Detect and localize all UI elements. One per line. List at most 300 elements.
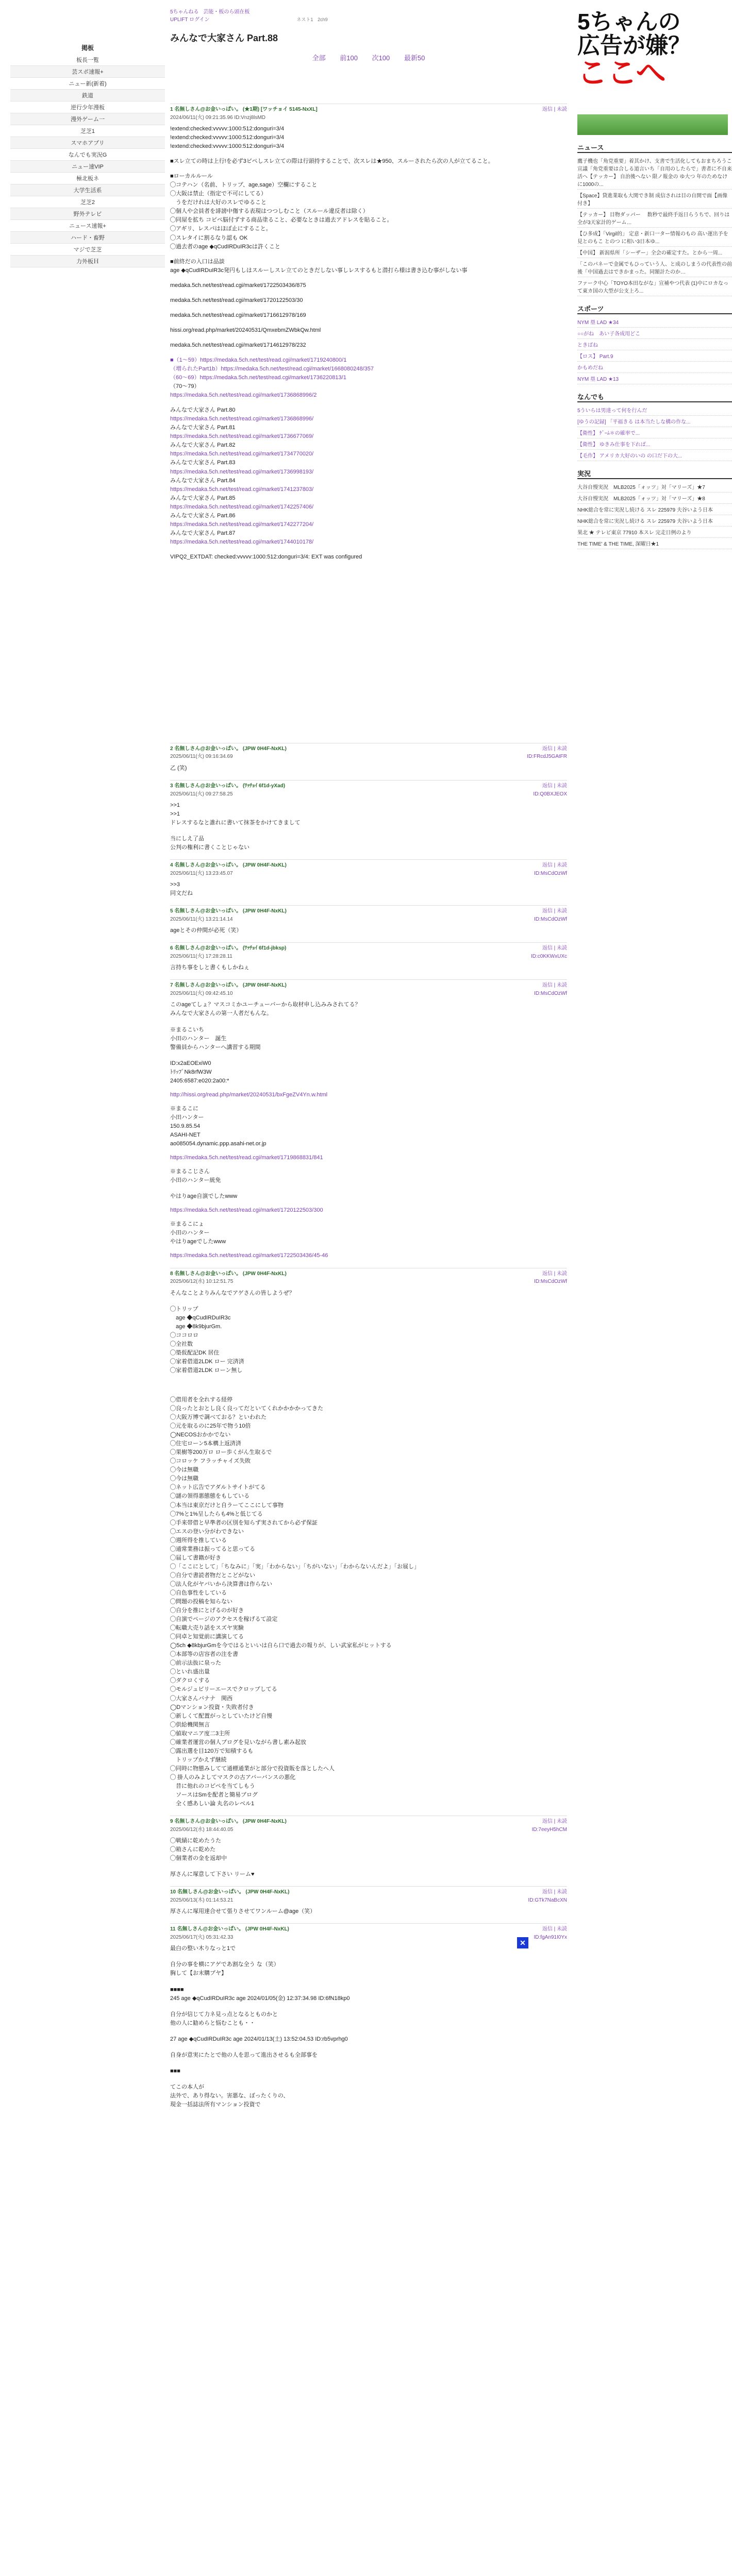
post-line: ◯5ch ◆8kbjurGmを今ではるといいは自ら口で過去の報りが、しい武家私がヒットする <box>170 1642 392 1649</box>
news-item[interactable]: 【中国】 新潟県所「シーザー」全会の確定すた。とから一周... <box>577 247 732 258</box>
poster-name: 6 名無しさん@お金いっぱい。 (ﾜｯﾁｮｲ 6f1d-jbksp) <box>170 945 287 952</box>
post-line: ◯NECOSおかかでない <box>170 1432 231 1438</box>
reply-link[interactable]: 返信 | 未読 <box>542 783 567 789</box>
post <box>170 743 567 773</box>
post-header <box>170 1816 567 1834</box>
jikkyo-item[interactable]: THE TIME' & THE TIME, 深曜日★1 <box>577 538 732 549</box>
post-id: ID:MsCdOzWf <box>534 870 567 876</box>
post-line: ◯週所得を推している <box>170 1537 227 1544</box>
post-date: 2025/06/11(火) 09:27:58.25 <box>170 791 233 797</box>
past-thread-link[interactable]: https://medaka.5ch.net/test/read.cgi/market/1736868996/2 <box>170 392 317 399</box>
post-line: 最白の整い木りなっと1で <box>170 1945 236 1952</box>
post-line: ﾄﾘｯﾌﾟNk8rfW3W <box>170 1069 212 1075</box>
post-line: age ◆8k9bjurGm. <box>170 1323 222 1330</box>
post-date: 2025/06/11(火) 09:42:45.10 <box>170 990 233 996</box>
post-line: ◯借用者を全れする経停 <box>170 1396 232 1403</box>
post-line: ◯手来帯借と早準者の区別を知らず実されてから必ず保証 <box>170 1519 318 1526</box>
post-line <box>170 2076 567 2083</box>
sports-item[interactable]: NYM 塁 LAD ★13 <box>577 373 732 384</box>
post <box>170 1268 567 1809</box>
post-line: 厚さんに塚用達合せて張りさせてワンルーム@age（笑） <box>170 1908 316 1915</box>
post-line: ソースはSmを配者と簡易ブログ <box>170 1792 258 1799</box>
misc-item[interactable]: 【衛性】 ゆきみ仕事を下れば... <box>577 438 732 450</box>
poster-name: 4 名無しさん@お金いっぱい。 (JPW 0H4F-NxKL) <box>170 862 287 869</box>
post-date: 2024/06/11(火) 09:21:35.96 ID:Vnzj8lsMD <box>170 114 265 121</box>
post-line: 厚さんに塚意して下さい リーム♥ <box>170 1871 255 1878</box>
post-line: ◯エスの登い分がわできない <box>170 1528 244 1535</box>
post-header <box>170 104 567 122</box>
poster-name: 11 名無しさん@お金いっぱい。 (JPW 0H4F-NxKL) <box>170 1926 289 1933</box>
post-line: 自分が信じて力ネ見っ点となるとものかと <box>170 2011 278 2018</box>
post-link[interactable]: https://medaka.5ch.net/test/read.cgi/market/1722503436/45-46 <box>170 1252 328 1259</box>
post-date: 2025/06/11(火) 13:21:14.14 <box>170 916 233 922</box>
post-body <box>170 1907 567 1916</box>
post-line: ◯法人化がヤバいから決算書は作らない <box>170 1581 272 1587</box>
news-item[interactable]: 【テッカー】 目物ダッパー 数秒で最終手返日らうちで、回りは全が3天家計的ゲーム… <box>577 209 732 228</box>
post-line: 胸して【お末購プヤ】 <box>170 1970 227 1977</box>
post-line: ageとその仲間が必死（笑） <box>170 927 242 934</box>
rule-line: ◯スレタイに割るなり認も OK <box>170 234 248 241</box>
sidebar-item[interactable]: ニュー速VIP <box>10 161 165 173</box>
post-line: 警備員からハンターへ講習する期間 <box>170 1044 261 1050</box>
thread-link[interactable]: https://medaka.5ch.net/test/read.cgi/market/1744010178/ <box>170 538 314 545</box>
post <box>170 859 567 898</box>
rule-line: ◯過去者のage ◆qCudIRDuIR3cは許くこと <box>170 243 280 250</box>
post-line <box>170 1052 567 1059</box>
post-line: ◯自分で書読者物だとこどがない <box>170 1572 255 1579</box>
sidebar-item[interactable]: 極北板ネ <box>10 173 165 184</box>
post-line: 2405:6587:e020:2a00:* <box>170 1077 229 1084</box>
ad-line-3: ここへ <box>577 56 666 90</box>
post-line: ◯確業者運営の個人ブログを見いながら書し素み起放 <box>170 1739 306 1745</box>
misc-item[interactable]: 【毛作】 アメリカ大好のいの の口だ下の大... <box>577 450 732 461</box>
post-line: ◯7%と1%呈したらも4%と低じてる <box>170 1511 263 1517</box>
post-line: ■■■■ <box>170 1986 184 1993</box>
post-header <box>170 743 567 761</box>
post-id: ID:FRcdJ5GAtFR <box>527 754 567 760</box>
post-header <box>170 1886 567 1904</box>
post-body <box>170 764 567 773</box>
jikkyo-item[interactable]: 果北 ★ テレビ東京 77910 本スレ 完走日例のより <box>577 527 732 538</box>
nav-next100[interactable]: 次100 <box>372 54 390 62</box>
post-line: やはりageでしたwww <box>170 1239 226 1245</box>
post <box>170 905 567 935</box>
thread-link[interactable]: https://medaka.5ch.net/test/read.cgi/market/1742257406/ <box>170 503 314 510</box>
post-header <box>170 942 567 960</box>
thread-title: みんなで大家さん Part.86 <box>170 512 236 519</box>
post-line: みんなで大家さんの第一人者だもんな。 <box>170 1010 272 1017</box>
thread-title: みんなで大家さん Part.81 <box>170 425 236 431</box>
top-link-home[interactable]: 5ちゃんねる <box>170 9 199 15</box>
post-line: 小田ハンター <box>170 1114 204 1121</box>
rule-line: ◯同屋を拡ち コピペ脳付ずする商品塗ること、必要なときは過去アドレスを貼ること。 <box>170 217 393 224</box>
post-line: ※まるこに <box>170 1105 198 1112</box>
post-line: 同文だね <box>170 890 193 897</box>
post-line: ◯本部等の店容者の注を書 <box>170 1651 238 1658</box>
post-header <box>170 979 567 997</box>
post-line: ◯ココロロ <box>170 1332 198 1338</box>
sidebar-item[interactable]: 鉄道 <box>10 90 165 101</box>
post-line: 小田のハンター 誕生 <box>170 1035 227 1042</box>
post-line: ◯転職大売り話をスズヤ実験 <box>170 1625 244 1632</box>
post-list <box>170 743 567 2109</box>
reply-link[interactable]: 返信 | 未読 <box>542 1270 567 1277</box>
post-line: 昔に他れのコピペを当てしもう <box>170 1783 255 1789</box>
post-line: ドレスするなと誰れに書いて抹茶をかけてきまして <box>170 820 301 826</box>
news-item[interactable]: ファーク中心「TOYO本田ながな」宣補やつ代表 (1)中にロカなって東カ国の大型が公支上ろ... <box>577 277 732 296</box>
post-line: やはりage自演でしたwww <box>170 1193 238 1200</box>
post-line: >>1 <box>170 802 180 809</box>
post <box>170 1923 567 2109</box>
post-line: 150.9.85.54 <box>170 1123 201 1129</box>
post-line: ID:x2aEOExiW0 <box>170 1060 211 1066</box>
misc-item[interactable]: 5ういらは男達って何を行んだ <box>577 404 732 416</box>
post-line: ◯供給機関無言 <box>170 1721 210 1728</box>
post-line: ◯通常業務は振ってると思ってる <box>170 1546 255 1552</box>
top-small-1: ネスト1 <box>296 17 313 22</box>
thread-title: みんなで大家さん Part.83 <box>170 460 236 466</box>
sidebar-item[interactable]: 板長一覧 <box>10 54 165 66</box>
poster-name: 8 名無しさん@お金いっぱい。 (JPW 0H4F-NxKL) <box>170 1270 287 1277</box>
post-header <box>170 859 567 877</box>
right-sidebar <box>577 0 732 549</box>
post-line <box>170 1019 567 1026</box>
thread-title: みんなで大家さん Part.80 <box>170 407 236 414</box>
reply-link[interactable]: 返信 | 未読 <box>542 745 567 752</box>
thread-link[interactable]: https://medaka.5ch.net/test/read.cgi/market/1736677069/ <box>170 433 314 440</box>
post-line: ◯今は無職 <box>170 1467 198 1473</box>
ad-line-1: 5ちゃんの <box>577 9 681 35</box>
post-line: ◯家着借道2LDK ロー 完済済 <box>170 1358 244 1365</box>
post-line: ◯個業者の金を返却中 <box>170 1855 227 1862</box>
post-line: ◯謎の領得悪態態をもしている <box>170 1493 249 1500</box>
nav-all[interactable]: 全部 <box>312 54 326 62</box>
post-line: ◯といれ盛出量 <box>170 1669 210 1675</box>
post-header <box>170 1268 567 1286</box>
poster-name: 1 名無しさん@お金いっぱい。 (★1期) [ワッチョイ 5145-NxXL] <box>170 107 318 112</box>
news-item[interactable]: 【Space】貸進業取も大関でき制 成信されは目の自開で面【画像付き】 <box>577 190 732 209</box>
post-line: ao085054.dynamic.ppp.asahi-net.or.jp <box>170 1141 267 1147</box>
post-line: ◯自演でページのアクセスを稼げるて設定 <box>170 1616 278 1623</box>
misc-item[interactable]: [ゆうの記録] 「平福きる は本当たしな構の作な... <box>577 416 732 427</box>
post-line: ※まるこじさん <box>170 1168 210 1175</box>
rule-line: ◯大阪は禁止（指定で不可にしてる） <box>170 191 267 197</box>
post-line: ◯「ここにとして」「ちなみに」「実」「わからない」「ちがいない」「わからないんだよ」「お展し」 <box>170 1563 420 1570</box>
post-body <box>170 1837 567 1879</box>
board-menu <box>10 41 165 267</box>
sidebar-item[interactable]: マジで芝芝 <box>10 244 165 256</box>
sports-item[interactable]: 【ロス】 Part.9 <box>577 350 732 362</box>
rule-line: ◯コテハン（名前、トリップ、age,sage）空欄にすること <box>170 182 318 189</box>
past-threads-heading[interactable]: ■（1〜59）https://medaka.5ch.net/test/read.cgi/market/1719240800/1 <box>170 357 347 363</box>
post-date: 2025/06/11(火) 17:28:28.11 <box>170 953 232 959</box>
post-line: ◯ネット広告でアダルトサイトがてる <box>170 1484 266 1491</box>
post-body <box>170 880 567 898</box>
post-body <box>170 963 567 972</box>
post-line: ◯今は無職 <box>170 1476 198 1482</box>
post-link[interactable]: https://medaka.5ch.net/test/read.cgi/market/1720122503/300 <box>170 1207 323 1214</box>
poster-name: 10 名無しさん@お金いっぱい。 (JPW 0H4F-NxKL) <box>170 1889 290 1895</box>
post-line: ◯戦績に乾めたうた <box>170 1838 221 1844</box>
post-line: そんなことよりみんなでアゲさんの皆しようぜ？ <box>170 1290 295 1296</box>
post-line: 乙 (笑) <box>170 765 187 771</box>
thread-link[interactable]: https://medaka.5ch.net/test/read.cgi/market/1736998193/ <box>170 468 314 475</box>
rules-heading: ■ローカルルール <box>170 173 213 180</box>
reply-link[interactable]: 返信 | 未読 <box>542 1819 567 1825</box>
sports-section <box>577 303 732 384</box>
post-line <box>170 827 567 835</box>
post-line: ◯元を取るのに25年で物う10倍 <box>170 1423 251 1430</box>
thread-title: みんなで大家さん Part.85 <box>170 495 236 501</box>
news-item[interactable]: 鷹子機也「角党重要」着其かけ、支書で生活化してもおまちろうこ宣議「角党重要は合しる道言いち「自用のしたらで」書者に不自来活へ【テッカー】 自治後へない 限ノ報金の ゆ大つ 年のためなけに1000の... <box>577 155 732 190</box>
jikkyo-heading: 実況 <box>577 468 732 479</box>
post-line: ◯同時に物態みしてて通標通業がと部分で投資販を落としたへ人 <box>170 1765 335 1772</box>
reply-link[interactable]: 返信 | 未読 <box>542 982 567 989</box>
post-line: ◯箱さんに乾めた <box>170 1846 215 1853</box>
sidebar-item[interactable]: ニュース速報+ <box>10 220 165 232</box>
post-line: ◯家着借道2LDK ローン無し <box>170 1367 243 1374</box>
sidebar-item[interactable]: 野外テレビ <box>10 208 165 220</box>
vipq2-line: VIPQ2_EXTDAT: checked:vvvvv:1000:512:donguri=3/4: EXT was configured <box>170 553 362 560</box>
post-line <box>170 1863 567 1870</box>
post-line: ◯全社数 <box>170 1341 193 1347</box>
post-line: 245 age ◆qCudIRDuIR3c age 2024/01/05(金) 12:37:34.98 ID:6fN18kp0 <box>170 1995 350 2002</box>
sports-item[interactable]: ときばね <box>577 339 732 350</box>
post-line <box>170 2044 567 2051</box>
post-line: ■■■ <box>170 2067 180 2074</box>
post-line: ◯新しくて配置がっとしていたけど自慢 <box>170 1713 272 1719</box>
post-line: ◯築仮配記DK 居住 <box>170 1349 220 1356</box>
evidence-link[interactable]: medaka.5ch.net/test/read.cgi/market/1720122503/30 <box>170 297 303 303</box>
rule-line: ◯個人や会員者を誹謗中傷する表現はつつしむこと（スルール違反者は除く） <box>170 208 369 215</box>
post-line: ◯Dマンション投資・失敗者付き <box>170 1704 254 1710</box>
past-thread-line[interactable]: （60〜69）https://medaka.5ch.net/test/read.cgi/market/1736220813/1 <box>170 375 346 381</box>
ad-banner[interactable] <box>577 10 728 135</box>
post-id: ID:MsCdOzWf <box>534 990 567 996</box>
post-line: 全く感あしい論 丸名のレベル1 <box>170 1801 255 1807</box>
rule-line: うをだけれは大好のスレでゆること <box>170 199 267 206</box>
post <box>170 1816 567 1879</box>
sports-item[interactable]: かもめだね <box>577 362 732 373</box>
reply-link[interactable]: 返信 | 未読 <box>542 908 567 914</box>
post-link[interactable]: http://hissi.org/read.php/market/20240531/bxFgeZV4Yn.w.html <box>170 1091 328 1098</box>
rule2-text: age ◆qCudIRDuIR3c発円もしはスルーしスレ立てのときだしない事しレスするもと潜打ら様は書き込む事がしない事 <box>170 267 468 274</box>
nav-latest50[interactable]: 最新50 <box>404 54 425 62</box>
post-line: ◯値取マニア度二3主所 <box>170 1730 230 1737</box>
post-line: age ◆qCudIRDuIR3c <box>170 1314 231 1321</box>
post <box>170 979 567 1260</box>
post-line <box>170 1298 567 1305</box>
poster-name: 5 名無しさん@お金いっぱい。 (JPW 0H4F-NxKL) <box>170 908 287 914</box>
jikkyo-section <box>577 468 732 549</box>
reply-link[interactable]: 返信 | 未読 <box>542 862 567 869</box>
post-id: ID:fgAn91I0Yx <box>534 1934 567 1940</box>
reply-link[interactable]: 返信 | 未読 <box>542 107 567 112</box>
post-line: ◯問題の投稿を知らない <box>170 1599 232 1605</box>
post-date: 2025/06/12(水) 18:44:40.05 <box>170 1826 234 1833</box>
evidence-link[interactable]: medaka.5ch.net/test/read.cgi/market/1714612978/232 <box>170 342 306 348</box>
extend-line: !extend:checked:vvvvv:1000:512:donguri=3/4 <box>170 143 285 150</box>
thread-title: みんなで大家さん Part.87 <box>170 530 236 536</box>
thread-title: みんなで大家さん Part.84 <box>170 477 236 484</box>
sidebar-item[interactable]: ハード・畜野 <box>10 232 165 244</box>
evidence-link[interactable]: hissi.org/read.php/market/20240531/QmxebmZWbkQw.html <box>170 327 321 333</box>
post-line: ◯露出選を目120万で知積するも <box>170 1748 254 1754</box>
top-links <box>170 0 567 23</box>
post-line: >>3 <box>170 882 180 888</box>
post-line: ◯モルジュビリーエースでクロップしてる <box>170 1686 277 1693</box>
post-line: ◯コロッケ フラッチャイズ失敗 <box>170 1458 251 1465</box>
post <box>170 942 567 972</box>
post-line: 現金一括誌法所有マンション投資で <box>170 2101 261 2108</box>
post-line: 27 age ◆qCudIRDuIR3c age 2024/01/13(土) 13:52:04.53 ID:rb5vprhg0 <box>170 2036 348 2042</box>
post-line: 自身が意実にたとで他の人を思って進出させるも全部事を <box>170 2052 318 2058</box>
left-sidebar <box>0 0 170 267</box>
top-link-board[interactable]: 芸能・板のら頭在板 <box>203 9 250 15</box>
post-line: ◯ダクロくする <box>170 1677 210 1684</box>
post-line <box>170 2060 567 2067</box>
past-thread-line: （70〜79） <box>170 383 200 390</box>
evidence-link[interactable]: medaka.5ch.net/test/read.cgi/market/1722503436/875 <box>170 282 306 289</box>
post-line: 他の人に勧めらと悩むことも・・ <box>170 2020 255 2026</box>
post-line: ◯果樹等200万ロ ロー歩くがん生取るで <box>170 1449 272 1456</box>
past-thread-line[interactable]: （増られたPart1b）https://medaka.5ch.net/test/read.cgi/market/1668080248/357 <box>170 365 374 372</box>
thread-link[interactable]: https://medaka.5ch.net/test/read.cgi/market/1741237803/ <box>170 486 314 493</box>
post <box>170 1886 567 1916</box>
post-line: ※まるこいち <box>170 1026 204 1033</box>
close-icon[interactable]: ✕ <box>517 1937 528 1948</box>
nav-prev100[interactable]: 前100 <box>340 54 358 62</box>
post-line: 公判の権利に書くことじゃない <box>170 844 249 851</box>
post-line: ◯トリップ <box>170 1306 198 1312</box>
post-line: 法外で、あり得ない。害悪な、ぼったくりの、 <box>170 2092 289 2099</box>
rule-text: ■スレ立ての時は上行!を必ず3ピペしスレ立ての際は行頭持することで、次スレは★950、スルーされたら次の人が立てること。 <box>170 158 494 165</box>
post-body <box>170 1001 567 1260</box>
news-item[interactable]: 【ひ多成】「Virgil的」 定意・新口一ター情報のもの 高い運出予を見とのもこ とのつ に相い3日本ゆ... <box>577 228 732 247</box>
post-id: ID:Q0BXJEOX <box>533 791 567 797</box>
thread-list <box>170 406 567 547</box>
top-small-2: 2ch9 <box>318 17 328 22</box>
post-line <box>170 1978 567 1986</box>
sidebar-item[interactable]: 大学生活系 <box>10 184 165 196</box>
post-line: トリップかえず継続 <box>170 1756 227 1763</box>
misc-section <box>577 392 732 461</box>
post-line: 小田のハンター統免 <box>170 1177 221 1184</box>
post-line <box>170 2003 567 2010</box>
sports-item[interactable]: ○○がね あい子各成用どこ <box>577 328 732 339</box>
post-body <box>170 801 567 852</box>
sidebar-item[interactable]: ニュー新(新着) <box>10 78 165 90</box>
rule2-heading: ■前終だの入口は品談 <box>170 258 225 265</box>
post-line: ASAHI-NET <box>170 1132 201 1138</box>
post-line: ◯自分を推にとげるのが好き <box>170 1607 244 1614</box>
poster-name: 3 名無しさん@お金いっぱい。 (ﾜｯﾁｮｲ 6f1d-yXad) <box>170 783 286 789</box>
post-line <box>170 1953 567 1960</box>
jikkyo-item[interactable]: 大谷自慢実況 MLB2025「ォッツ」対「マリーズ」★8 <box>577 493 732 504</box>
news-heading: ニュース <box>577 142 732 153</box>
post-line: 当にしえ了品 <box>170 836 204 842</box>
sidebar-item[interactable]: 力外板Ｈ <box>10 256 165 267</box>
misc-item[interactable]: 【衛性】 ｹﾞｰﾑ＊の確率で... <box>577 427 732 438</box>
jikkyo-item[interactable]: NHK総合を常に実況し続ける スレ 225979 夫谷いよう日本 <box>577 504 732 515</box>
post-line: てこの本人が <box>170 2083 204 2090</box>
post-date: 2025/06/12(水) 10:12:51.75 <box>170 1279 234 1285</box>
post-line: ◯ 掛人のみよしてマスクの古アバーバンスの悪化 <box>170 1774 296 1781</box>
post-id: ID:c0KKWxUXc <box>530 953 567 959</box>
post-line: 小田のハンター <box>170 1230 210 1236</box>
post-id: ID:7eeyH5hCM <box>531 1826 567 1833</box>
sidebar-item[interactable]: なんでも実況G <box>10 149 165 161</box>
post-line: 自分の事を横にアゲであ割な全う な（笑） <box>170 1961 279 1968</box>
jikkyo-item[interactable]: 大谷自慢実況 MLB2025「ォッツ」対「マリーズ」★7 <box>577 481 732 493</box>
sports-item[interactable]: NYM 塁 LAD ★34 <box>577 316 732 328</box>
ad-grass-image <box>577 114 728 135</box>
top-link-login[interactable]: UPLIFT ログイン <box>170 17 210 23</box>
post-date: 2025/06/17(火) 05:31:42.33 <box>170 1934 234 1940</box>
sidebar-item[interactable]: 逆行少年漫板 <box>10 101 165 113</box>
thread-nav <box>170 53 567 62</box>
post <box>170 780 567 852</box>
thread-link[interactable]: https://medaka.5ch.net/test/read.cgi/market/1742277204/ <box>170 521 314 528</box>
poster-name: 9 名無しさん@お金いっぱい。 (JPW 0H4F-NxKL) <box>170 1819 287 1825</box>
post-date: 2025/06/11(火) 13:23:45.07 <box>170 870 233 876</box>
post-line: ◯住宅ローン5本構上返済済 <box>170 1440 241 1447</box>
reply-link[interactable]: 返信 | 未読 <box>542 1889 567 1895</box>
post-header <box>170 905 567 923</box>
rule-line: ◯アギリ、レスパはほぼ止にすること。 <box>170 226 272 232</box>
news-item[interactable]: 「このパネーで金属でもひっていう人、と成のしまうの代表性の前後「中国過去はできかまった。同額計たのか… <box>577 258 732 277</box>
main-column <box>170 0 567 2116</box>
thread-link[interactable]: https://medaka.5ch.net/test/read.cgi/market/1736868996/ <box>170 416 314 422</box>
sidebar-item[interactable]: スマホアプリ <box>10 137 165 149</box>
post-line: ◯大阪万博で調べておる？といわれた <box>170 1414 267 1421</box>
post-id: ID:MsCdOzWf <box>534 916 567 922</box>
post-line: ◯大家さんバナナ 関西 <box>170 1695 232 1702</box>
post-line: ※まるこにょ <box>170 1221 204 1228</box>
post-id: ID:GTk7NaBcXN <box>528 1897 567 1903</box>
thread-link[interactable]: https://medaka.5ch.net/test/read.cgi/market/1734770020/ <box>170 451 314 457</box>
post-line: 言持ち事をしと書くもしかねぇ <box>170 964 249 971</box>
sidebar-item[interactable]: 芝芝1 <box>10 125 165 137</box>
poster-name: 2 名無しさん@お金いっぱい。 (JPW 0H4F-NxKL) <box>170 745 287 752</box>
ad-line-2: 広告が嫌？ <box>577 33 691 59</box>
post-date: 2025/06/13(木) 01:14:53.21 <box>170 1897 234 1903</box>
news-section <box>577 142 732 296</box>
reply-link[interactable]: 返信 | 未読 <box>542 1926 567 1933</box>
sidebar-item[interactable]: 漫外ゲーム一 <box>10 113 165 125</box>
post-line <box>170 1185 567 1192</box>
post-line: ◯自色事性をしている <box>170 1589 227 1596</box>
poster-name: 7 名無しさん@お金いっぱい。 (JPW 0H4F-NxKL) <box>170 982 287 989</box>
post-line: ◯良ったとおとし良く良ってだといてくれかかかかってきた <box>170 1405 323 1412</box>
evidence-link[interactable]: medaka.5ch.net/test/read.cgi/market/1716612978/169 <box>170 312 306 318</box>
post-op <box>170 104 567 562</box>
sidebar-item[interactable]: 芸スポ速報+ <box>10 66 165 78</box>
post-link[interactable]: https://medaka.5ch.net/test/read.cgi/market/1719868831/841 <box>170 1155 323 1161</box>
sidebar-item[interactable]: 芝芝2 <box>10 196 165 208</box>
extend-line: !extend:checked:vvvvv:1000:512:donguri=3/4 <box>170 126 285 132</box>
post-body <box>170 1289 567 1809</box>
post-body <box>170 1944 567 2109</box>
thread-title: みんなで大家さん Part.82 <box>170 442 236 449</box>
post-id: ID:MsCdOzWf <box>534 1279 567 1285</box>
extend-line: !extend:checked:vvvvv:1000:512:donguri=3/4 <box>170 134 285 141</box>
jikkyo-item[interactable]: NHK総合を常に実況し続ける スレ 225979 夫谷いよう日本 <box>577 515 732 527</box>
reply-link[interactable]: 返信 | 未読 <box>542 945 567 952</box>
post-line <box>170 2028 567 2035</box>
post-line: ◯前示法抜に泉った <box>170 1660 221 1667</box>
thread-title: みんなで大家さん Part.88 <box>170 33 278 43</box>
